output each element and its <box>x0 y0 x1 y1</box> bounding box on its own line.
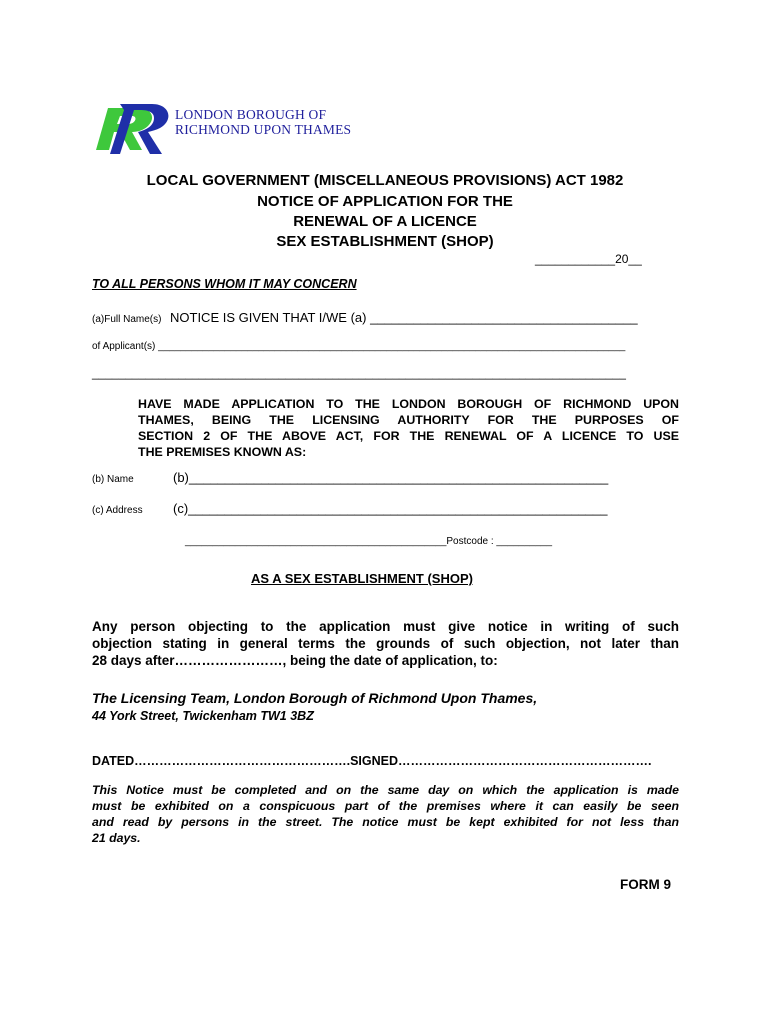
logo-line-1: LONDON BOROUGH OF <box>175 107 327 122</box>
notice-title: NOTICE OF APPLICATION FOR THE <box>257 193 513 210</box>
act-title: LOCAL GOVERNMENT (MISCELLANEOUS PROVISIONS) ACT 1982 <box>146 172 624 189</box>
richmond-r-logo-icon <box>90 98 180 160</box>
dated-signed-line[interactable]: DATED…………………………………………….SIGNED……………………………………………………. <box>92 754 652 768</box>
notice-given-line[interactable]: NOTICE IS GIVEN THAT I/WE (a) _____________________________________ <box>170 310 638 325</box>
establishment-title: SEX ESTABLISHMENT (SHOP) <box>276 233 494 250</box>
renewal-title: RENEWAL OF A LICENCE <box>293 213 477 230</box>
to-all-persons: TO ALL PERSONS WHOM IT MAY CONCERN <box>92 277 357 291</box>
objection-line-3: 28 days after……………………, being the date of application, to: <box>92 653 498 668</box>
council-logo <box>90 98 180 160</box>
objection-line-1: Any person objecting to the application must give notice in writing of such <box>92 619 679 634</box>
as-sex-establishment: AS A SEX ESTABLISHMENT (SHOP) <box>251 571 473 586</box>
notice-line-3: and read by persons in the street. The notice must be kept exhibited for not less than <box>92 815 679 829</box>
application-line-2: THAMES, BEING THE LICENSING AUTHORITY FOR THE PURPOSES OF <box>138 413 679 427</box>
full-name-label: (a)Full Name(s) <box>92 314 162 325</box>
name-label: (b) Name <box>92 474 134 485</box>
application-line-4: THE PREMISES KNOWN AS: <box>138 445 307 459</box>
notice-line-1: This Notice must be completed and on the same day on which the application is made <box>92 783 679 797</box>
logo-line-2: RICHMOND UPON THAMES <box>175 122 352 137</box>
licensing-team: The Licensing Team, London Borough of Richmond Upon Thames, <box>92 690 538 706</box>
notice-line-2: must be exhibited on a conspicuous part of the premises where it can easily be seen <box>92 799 679 813</box>
application-line-1: HAVE MADE APPLICATION TO THE LONDON BOROUGH OF RICHMOND UPON <box>138 397 679 411</box>
objection-line-2: objection stating in general terms the grounds of such objection, not later than <box>92 636 679 651</box>
address-input-line[interactable]: (c)__________________________________________________________ <box>173 501 608 516</box>
date-field[interactable]: ____________20__ <box>535 252 642 266</box>
applicants-line[interactable]: of Applicant(s) ____________________________________________________________________________________ <box>92 341 626 352</box>
notice-line-4: 21 days. <box>92 831 141 845</box>
licensing-address: 44 York Street, Twickenham TW1 3BZ <box>92 709 314 723</box>
form-number: FORM 9 <box>620 877 672 892</box>
postcode-line[interactable]: _______________________________________________Postcode : __________ <box>185 536 553 547</box>
blank-line[interactable]: ________________________________________________________________________________ <box>92 366 626 380</box>
application-line-3: SECTION 2 OF THE ABOVE ACT, FOR THE RENEWAL OF A LICENCE TO USE <box>138 429 679 443</box>
name-input-line[interactable]: (b)__________________________________________________________ <box>173 470 609 485</box>
address-label: (c) Address <box>92 505 143 516</box>
